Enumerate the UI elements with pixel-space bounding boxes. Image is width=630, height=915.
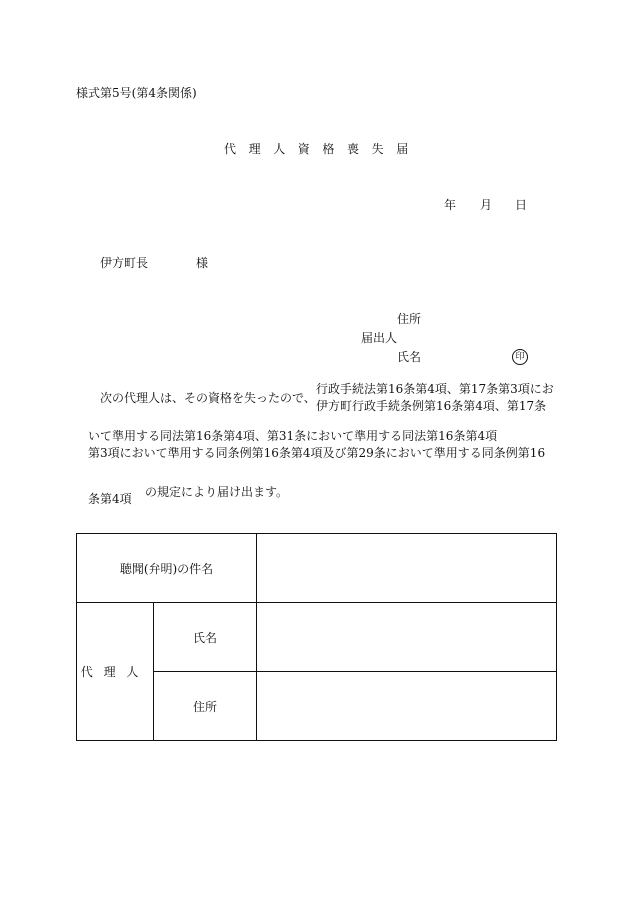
notifier-role-label: 届出人 — [361, 331, 398, 345]
notifier-address-label: 住所 — [397, 312, 422, 326]
agent-info-table — [76, 533, 557, 741]
case-title-label: 聴聞(弁明)の件名 — [77, 534, 257, 603]
date-year-label: 年 — [444, 198, 457, 212]
body-lead: 次の代理人は、その資格を失ったので、 — [100, 391, 316, 405]
agent-address-field[interactable] — [257, 672, 557, 741]
agent-name-label: 氏名 — [154, 603, 257, 672]
form-number: 様式第5号(第4条関係) — [76, 86, 197, 100]
case-title-field[interactable] — [257, 534, 557, 603]
body-line5-article: 条第4項 — [88, 492, 132, 506]
agent-label — [77, 603, 154, 741]
agent-address-label: 住所 — [154, 672, 257, 741]
body-ref-line2: 伊方町行政手続条例第16条第4項、第17条 — [316, 399, 547, 413]
body-line3: いて準用する同法第16条第4項、第31条において準用する同法第16条第4項 — [88, 429, 498, 443]
document-title: 代理人資格喪失届 — [224, 142, 421, 156]
body-line5-closing: の規定により届け出ます。 — [145, 485, 289, 499]
agent-label-text: 代理人 — [80, 665, 150, 679]
date-day-label: 日 — [515, 198, 528, 212]
table-row-case — [77, 534, 557, 603]
body-line4: 第3項において準用する同条例第16条第4項及び第29条において準用する同条例第16 — [88, 446, 546, 460]
agent-name-field[interactable] — [257, 603, 557, 672]
seal-icon: 印 — [512, 349, 528, 365]
body-ref-line1: 行政手続法第16条第4項、第17条第3項にお — [316, 382, 554, 396]
addressee-honorific: 様 — [196, 256, 209, 270]
table-row-agent-name — [77, 603, 557, 672]
seal-mark — [512, 348, 528, 365]
date-month-label: 月 — [480, 198, 493, 212]
addressee-name: 伊方町長 — [100, 256, 149, 270]
notifier-name-label: 氏名 — [397, 350, 422, 364]
